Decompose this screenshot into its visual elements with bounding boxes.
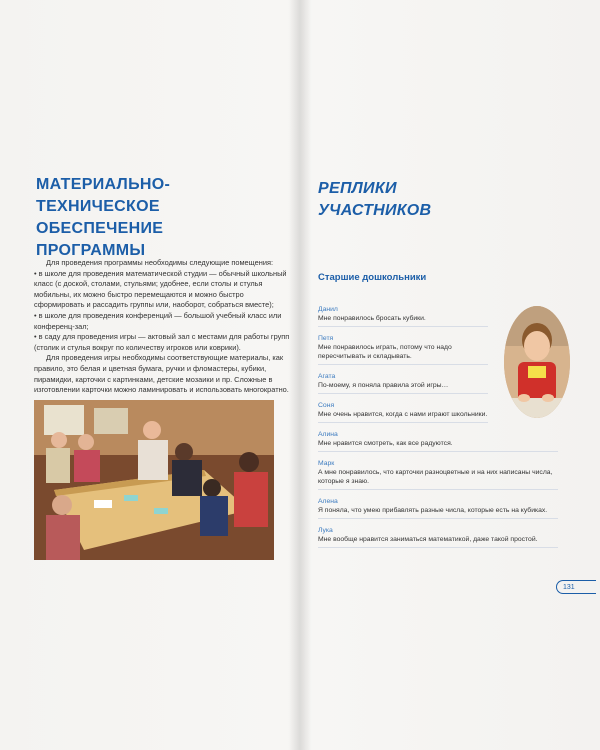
list-item bbox=[318, 526, 558, 548]
paragraph: • в школе для проведения математической студии — обычный школьный класс (с доской, столами, стульями; удобнее, если столы и стулья мобильны, их можно быстро перемещаются и можно быстро сформировать и рассадить группы или, наоборот, собраться вместе); bbox=[34, 268, 287, 310]
paragraph: Для проведения программы необходимы следующие помещения: bbox=[46, 258, 274, 267]
classroom-photo bbox=[34, 400, 274, 560]
participant-name: Алина bbox=[318, 431, 338, 438]
section-subheading: Старшие дошкольники bbox=[318, 272, 427, 283]
list-item bbox=[318, 459, 558, 490]
participant-name: Лука bbox=[318, 527, 333, 534]
list-item bbox=[318, 497, 558, 519]
participant-name: Марк bbox=[318, 460, 335, 467]
participant-quote: Я поняла, что умею прибавлять разные числа, которые есть на кубиках. bbox=[318, 506, 558, 519]
paragraph: • в школе для проведения конференций — большой учебный класс или конференц-зал; bbox=[34, 310, 282, 331]
child-portrait-image bbox=[504, 306, 570, 418]
participant-quote: Мне очень нравится, когда с нами играют школьники. bbox=[318, 410, 488, 423]
page-number: 131 bbox=[556, 580, 596, 594]
paragraph: Для проведения игры необходимы соответствующие материалы, как правило, это белая и цветная бумага, ручки и фломастеры, кубики, пирамидки, карточки с картинками, детские мозаики и пр. Сложные в изготовлении карточки можно ламинировать и использовать многократно. bbox=[34, 353, 289, 395]
participant-quote: По-моему, я поняла правила этой игры… bbox=[318, 381, 488, 394]
right-page-heading: РЕПЛИКИ УЧАСТНИКОВ bbox=[318, 180, 432, 219]
child-portrait-photo bbox=[504, 306, 570, 418]
participant-quote: А мне понравилось, что карточки разноцветные и на них написаны числа, которые я знаю. bbox=[318, 468, 558, 490]
participant-name: Петя bbox=[318, 335, 334, 342]
participant-name: Данил bbox=[318, 306, 338, 313]
participant-quote: Мне нравится смотреть, как все радуются. bbox=[318, 439, 558, 452]
participant-quote: Мне понравилось бросать кубики. bbox=[318, 314, 488, 327]
left-page-heading: МАТЕРИАЛЬНО-ТЕХНИЧЕСКОЕ ОБЕСПЕЧЕНИЕ ПРОГРАММЫ bbox=[36, 176, 171, 259]
participant-name: Агата bbox=[318, 373, 336, 380]
participant-name: Соня bbox=[318, 402, 335, 409]
paragraph: • в саду для проведения игры — актовый зал с местами для работы групп (столик и стулья вокруг по количеству игроков или коврики). bbox=[34, 332, 290, 352]
left-page-body bbox=[34, 258, 292, 396]
participant-quote: Мне вообще нравится заниматься математикой, даже такой простой. bbox=[318, 535, 558, 548]
list-item bbox=[318, 430, 558, 452]
participant-quote: Мне понравилось играть, потому что надо пересчитывать и складывать. bbox=[318, 343, 488, 365]
classroom-photo-image bbox=[34, 400, 274, 560]
participant-name: Алена bbox=[318, 498, 338, 505]
book-gutter bbox=[289, 0, 311, 750]
